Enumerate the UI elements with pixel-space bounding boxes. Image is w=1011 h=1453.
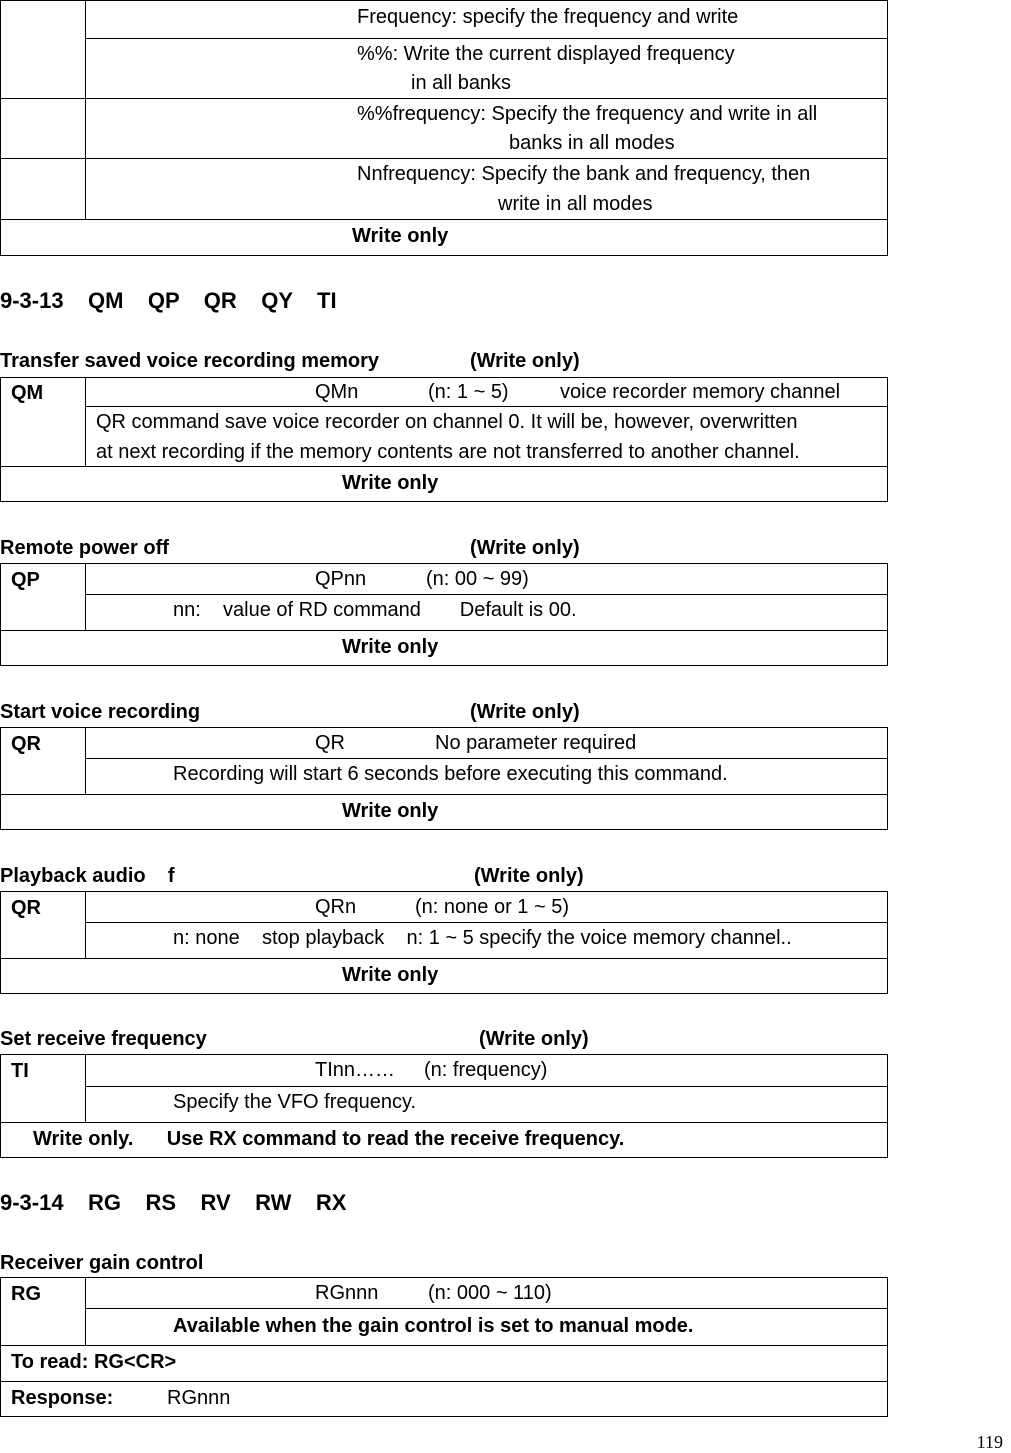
ti-note: Specify the VFO frequency. [173,1091,417,1113]
ti-param: (n: frequency) [424,1059,548,1081]
qm-footer: Write only [342,472,439,494]
section-title-9-3-14: 9-3-14 RG RS RV RW RX [0,1190,347,1215]
qrn-mode: (Write only) [474,865,584,887]
qm-desc: voice recorder memory channel [560,381,841,403]
rg-note: Available when the gain control is set to manual mode. [173,1315,694,1337]
qm-heading: Transfer saved voice recording memory [0,350,380,372]
qr-mode: (Write only) [470,701,580,723]
top-row-2: %%: Write the current displayed frequency [357,43,735,65]
ti-cmd: TI [11,1060,29,1082]
ti-table [0,1054,888,1158]
section-title-9-3-13: 9-3-13 QM QP QR QY TI [0,288,337,313]
top-row-1: Frequency: specify the frequency and write [357,6,739,28]
page-number: 119 [976,1432,1003,1452]
qr-table [0,727,888,830]
ti-mode: (Write only) [479,1028,589,1050]
qrn-table [0,891,888,994]
qrn-heading: Playback audio f [0,865,175,887]
qp-cmd: QP [11,569,40,591]
rg-syntax: RGnnn [315,1282,379,1304]
qp-syntax: QPnn [315,568,367,590]
rg-table [0,1277,888,1417]
top-row-4b: write in all modes [498,193,653,215]
top-table [0,0,888,256]
qp-mode: (Write only) [470,537,580,559]
qp-table [0,563,888,666]
qm-cmd: QM [11,382,44,404]
rg-heading: Receiver gain control [0,1252,204,1274]
qp-note: nn: value of RD command Default is 00. [173,599,577,621]
qm-note-1: QR command save voice recorder on channel 0. It will be, however, overwritten [96,411,798,433]
qp-param: (n: 00 ~ 99) [426,568,529,590]
qm-note-2: at next recording if the memory contents are not transferred to another channel. [96,441,800,463]
rg-param: (n: 000 ~ 110) [428,1282,552,1304]
rg-response-value: RGnnn [167,1387,231,1409]
rg-cmd: RG [11,1283,41,1305]
qr-param: No parameter required [435,732,637,754]
qr-footer: Write only [342,800,439,822]
top-row-4: Nnfrequency: Specify the bank and frequency, then [357,163,811,185]
rg-read: To read: RG<CR> [11,1351,177,1373]
qrn-syntax: QRn [315,896,357,918]
qrn-note: n: none stop playback n: 1 ~ 5 specify the voice memory channel.. [173,927,792,949]
qm-param: (n: 1 ~ 5) [428,381,509,403]
qm-mode: (Write only) [470,350,580,372]
qrn-cmd: QR [11,897,41,919]
qp-heading: Remote power off [0,537,169,559]
qr-cmd: QR [11,733,41,755]
ti-footer: Write only. Use RX command to read the receive frequency. [33,1128,625,1150]
top-row-3b: banks in all modes [509,132,675,154]
rg-response-label: Response: [11,1387,114,1409]
qp-footer: Write only [342,636,439,658]
ti-syntax: TInn…… [315,1059,396,1081]
qrn-footer: Write only [342,964,439,986]
qm-syntax: QMn [315,381,359,403]
qrn-param: (n: none or 1 ~ 5) [415,896,569,918]
qr-syntax: QR [315,732,345,754]
qr-heading: Start voice recording [0,701,201,723]
top-footer: Write only [352,225,449,247]
qr-note: Recording will start 6 seconds before executing this command. [173,763,728,785]
top-row-2b: in all banks [411,72,512,94]
ti-heading: Set receive frequency [0,1028,207,1050]
top-row-3: %%frequency: Specify the frequency and write in all [357,103,818,125]
qm-table [0,377,888,502]
